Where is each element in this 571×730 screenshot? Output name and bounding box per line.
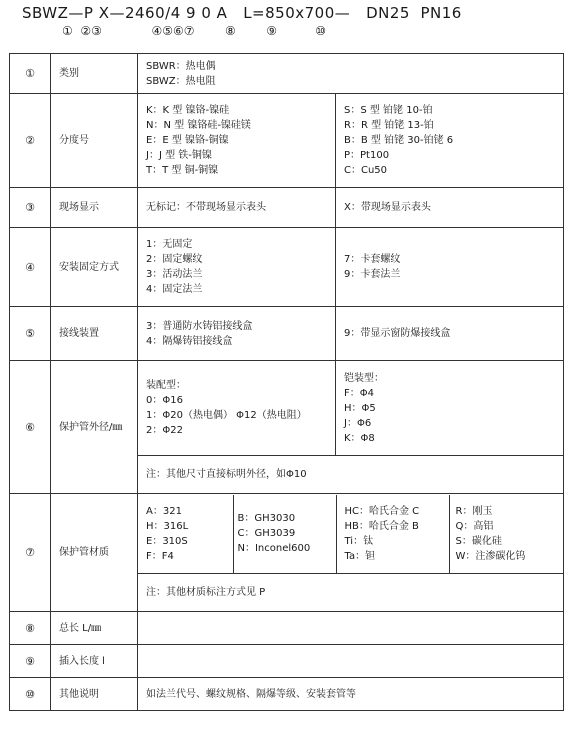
option-line: S：碳化硅	[455, 535, 502, 547]
table-row	[10, 361, 564, 456]
table-row	[10, 645, 564, 678]
table-row	[10, 678, 564, 711]
option-line: 无标记：不带现场显示表头	[146, 202, 266, 213]
option-line: N：N 型 镍铬硅-镍硅镁	[146, 120, 251, 131]
option-line: X：带现场显示表头	[344, 202, 431, 213]
material-grid	[138, 495, 564, 573]
option-line: 3：普通防水铸铝接线盒	[146, 320, 253, 332]
option-line: 2：固定螺纹	[146, 254, 203, 265]
option-line: 9：卡套法兰	[344, 269, 401, 280]
spec-table	[9, 53, 564, 711]
option-line: 3：活动法兰	[146, 269, 203, 280]
option-line: 4：隔爆铸铝接线盒	[146, 335, 233, 347]
option-line: Q：高铝	[455, 520, 494, 532]
row-label: 保护管外径/㎜	[51, 361, 138, 494]
row-label: 类别	[51, 54, 138, 94]
row-label: 安装固定方式	[51, 228, 138, 307]
row-note: 注：其他尺寸直接标明外径，如Φ10	[146, 469, 307, 480]
row-number: ⑧	[10, 612, 51, 645]
option-line: Ti：钛	[344, 535, 374, 547]
option-line: R：R 型 铂铑 13-铂	[344, 120, 434, 131]
row-number: ⑨	[10, 645, 51, 678]
option-line: E：E 型 镍铬-铜镍	[146, 135, 229, 146]
option-line: B：B 型 铂铑 30-铂铑 6	[344, 135, 454, 146]
option-line: T：T 型 铜-铜镍	[146, 165, 219, 176]
option-line: S：S 型 铂铑 10-铂	[344, 105, 433, 116]
table-row	[10, 188, 564, 228]
option-line: F：Φ4	[344, 387, 374, 399]
option-line: W：注渗碳化钨	[455, 550, 526, 562]
option-line: SBWZ：热电阻	[146, 75, 216, 87]
option-line: 9：带显示窗防爆接线盒	[344, 328, 451, 339]
table-row	[10, 307, 564, 361]
row-label: 插入长度 l	[51, 645, 138, 678]
row-label: 接线装置	[51, 307, 138, 361]
position-numbers: ① ②③ ④⑤⑥⑦ ⑧ ⑨ ⑩	[62, 24, 326, 38]
row-label: 保护管材质	[51, 494, 138, 612]
row-label: 分度号	[51, 94, 138, 188]
table-row	[10, 228, 564, 307]
option-line: 0：Φ16	[146, 395, 183, 406]
option-line: E：310S	[146, 535, 188, 547]
option-line: Ta：钽	[344, 550, 376, 562]
option-line: 2：Φ22	[146, 425, 183, 436]
row-number: ①	[10, 54, 51, 94]
option-line: F：F4	[146, 550, 174, 562]
option-line: 7：卡套螺纹	[344, 254, 401, 265]
table-row	[10, 94, 564, 188]
table-row	[10, 612, 564, 645]
option-line: HC：哈氏合金 C	[344, 505, 420, 517]
option-line: C：GH3039	[237, 528, 296, 539]
row-number: ②	[10, 94, 51, 188]
row-number: ③	[10, 188, 51, 228]
option-line: J：J 型 铁-铜镍	[146, 150, 212, 161]
option-line: R：刚玉	[455, 505, 493, 517]
option-line: 4：固定法兰	[146, 284, 203, 295]
table-row	[10, 54, 564, 94]
option-line: B：GH3030	[237, 513, 296, 524]
option-line: 装配型：	[146, 380, 186, 391]
row-number: ⑩	[10, 678, 51, 711]
row-label: 现场显示	[51, 188, 138, 228]
option-line: H：316L	[146, 520, 189, 532]
table-row	[10, 494, 564, 574]
row-number: ④	[10, 228, 51, 307]
option-line: K：K 型 镍铬-镍硅	[146, 105, 230, 116]
option-line: 铠装型：	[344, 372, 384, 384]
option-line: A：321	[146, 505, 182, 517]
option-line: C：Cu50	[344, 165, 388, 176]
option-line: H：Φ5	[344, 402, 376, 414]
row-number: ⑦	[10, 494, 51, 612]
option-line: P：Pt100	[344, 150, 390, 161]
option-line: 1：无固定	[146, 239, 193, 250]
row-label: 总长 L/㎜	[51, 612, 138, 645]
row-number: ⑥	[10, 361, 51, 494]
option-line: N：Inconel600	[237, 543, 311, 554]
option-line: 1：Φ20（热电偶） Φ12（热电阻）	[146, 410, 307, 421]
option-line: 如法兰代号、螺纹规格、隔爆等级、安装套管等	[146, 688, 356, 700]
option-line: HB：哈氏合金 B	[344, 520, 419, 532]
row-label: 其他说明	[51, 678, 138, 711]
model-code: SBWZ—P X—2460/4 9 0 A L=850x700— DN25 PN16	[22, 4, 462, 22]
option-line: SBWR：热电偶	[146, 60, 216, 72]
row-note: 注：其他材质标注方式见 P	[146, 587, 266, 598]
row-number: ⑤	[10, 307, 51, 361]
option-line: K：Φ8	[344, 432, 375, 444]
option-line: J：Φ6	[344, 417, 372, 429]
